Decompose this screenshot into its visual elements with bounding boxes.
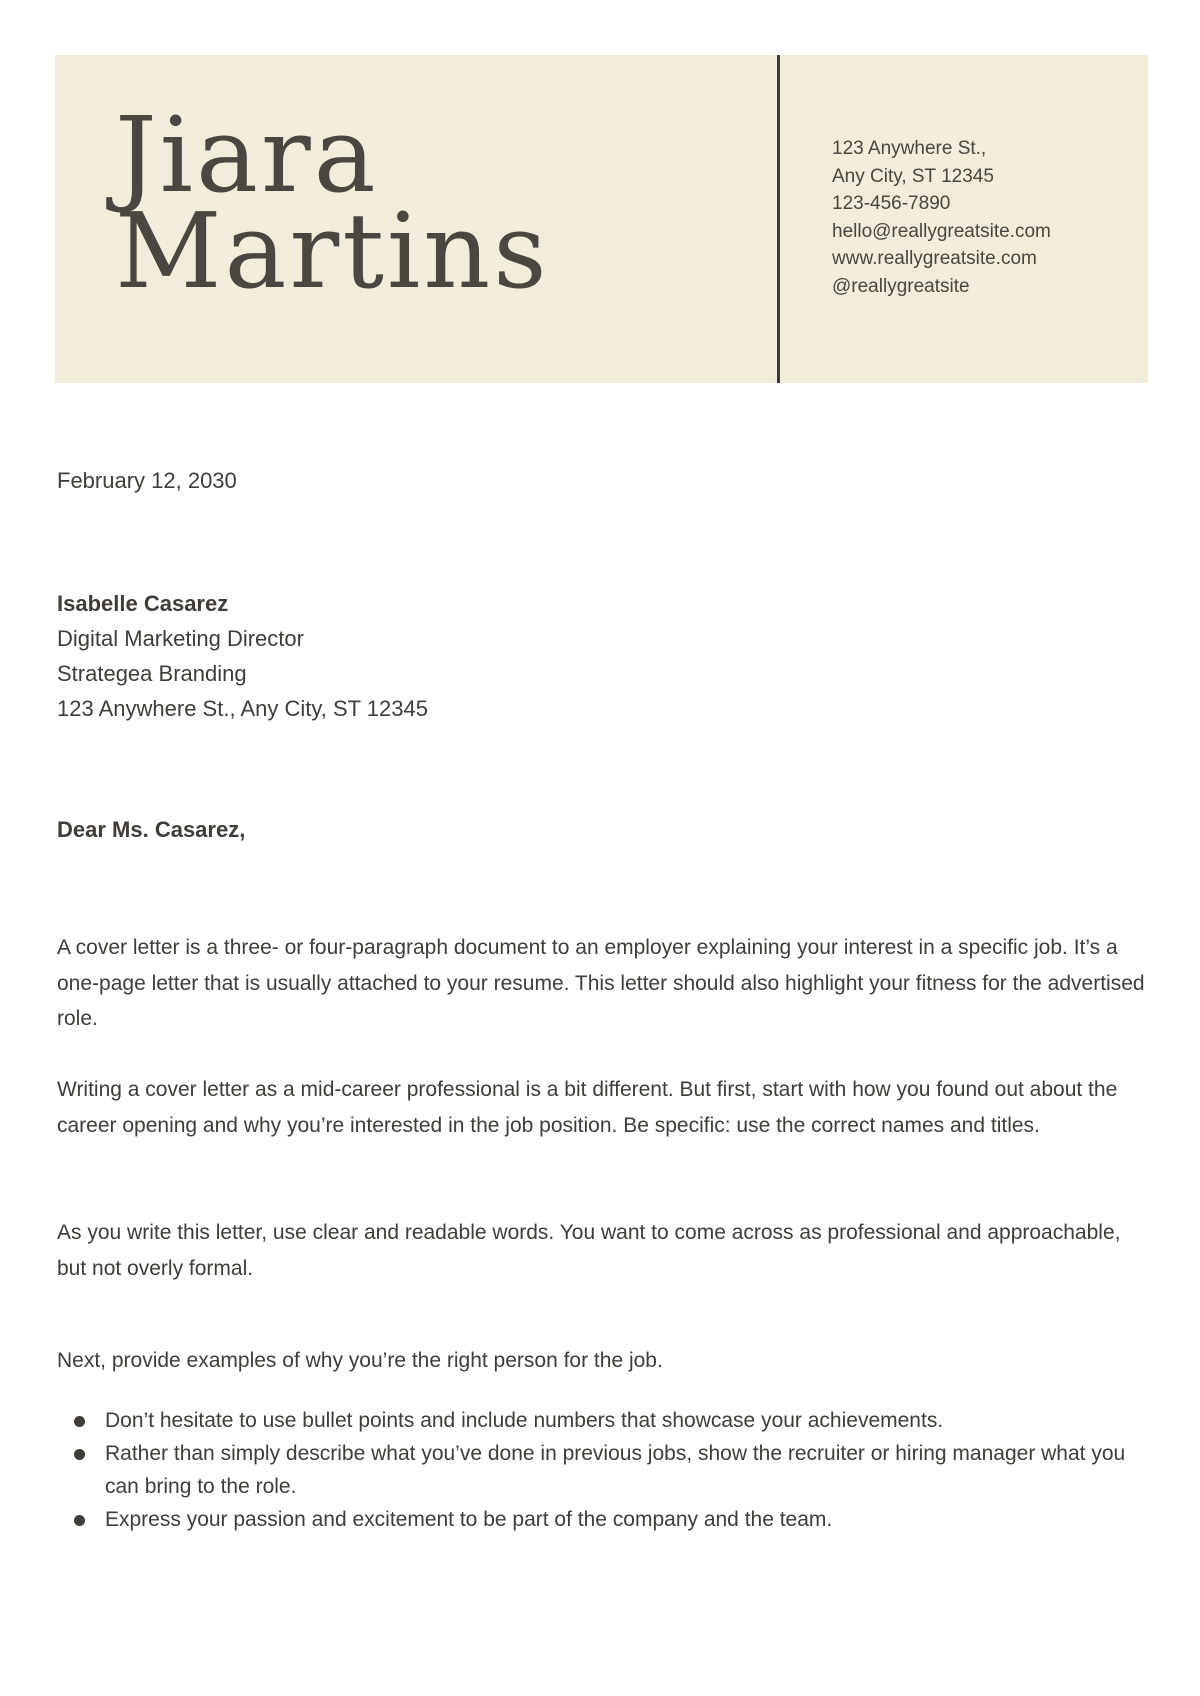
- contact-social: @reallygreatsite: [832, 275, 970, 297]
- bullet-item: Rather than simply describe what you’ve done in previous jobs, show the recruiter or hiring manager what you can bring to the role.: [57, 1437, 1152, 1503]
- bullet-item: Don’t hesitate to use bullet points and include numbers that showcase your achievements.: [57, 1404, 1152, 1437]
- recipient-block: [57, 586, 428, 726]
- sender-last-name: Martins: [115, 190, 550, 312]
- letter-date: February 12, 2030: [57, 468, 237, 493]
- contact-email: hello@reallygreatsite.com: [832, 220, 1051, 242]
- salutation: Dear Ms. Casarez,: [57, 817, 246, 842]
- achievement-bullets: [57, 1404, 1152, 1536]
- contact-street: 123 Anywhere St.,: [832, 138, 987, 159]
- body-paragraph-3: As you write this letter, use clear and readable words. You want to come across as professional and approachable, but not overly formal.: [57, 1221, 1121, 1280]
- body-paragraph-4: Next, provide examples of why you’re the right person for the job.: [57, 1349, 663, 1372]
- header-divider: [777, 55, 780, 383]
- bullet-item: Express your passion and excitement to be part of the company and the team.: [57, 1503, 1152, 1536]
- contact-phone: 123-456-7890: [832, 193, 951, 214]
- sender-name: [115, 94, 550, 312]
- recipient-address: 123 Anywhere St., Any City, ST 12345: [57, 696, 428, 721]
- sender-first-name: Jiara: [115, 94, 379, 216]
- body-paragraph-2: Writing a cover letter as a mid-career professional is a bit different. But first, start with how you found out about the career opening and why you’re interested in the job position. Be specific: use the correct names and titles.: [57, 1078, 1118, 1137]
- recipient-company: Strategea Branding: [57, 661, 247, 686]
- recipient-title: Digital Marketing Director: [57, 626, 304, 651]
- letterhead: [55, 55, 1148, 383]
- contact-city: Any City, ST 12345: [832, 165, 994, 187]
- body-paragraph-1: A cover letter is a three- or four-paragraph document to an employer explaining your interest in a specific job. It’s a one-page letter that is usually attached to your resume. This letter should also highlight your fitness for the advertised role.: [57, 936, 1145, 1030]
- contact-info: [832, 135, 1051, 300]
- contact-website: www.reallygreatsite.com: [832, 248, 1037, 269]
- recipient-name: Isabelle Casarez: [57, 591, 229, 616]
